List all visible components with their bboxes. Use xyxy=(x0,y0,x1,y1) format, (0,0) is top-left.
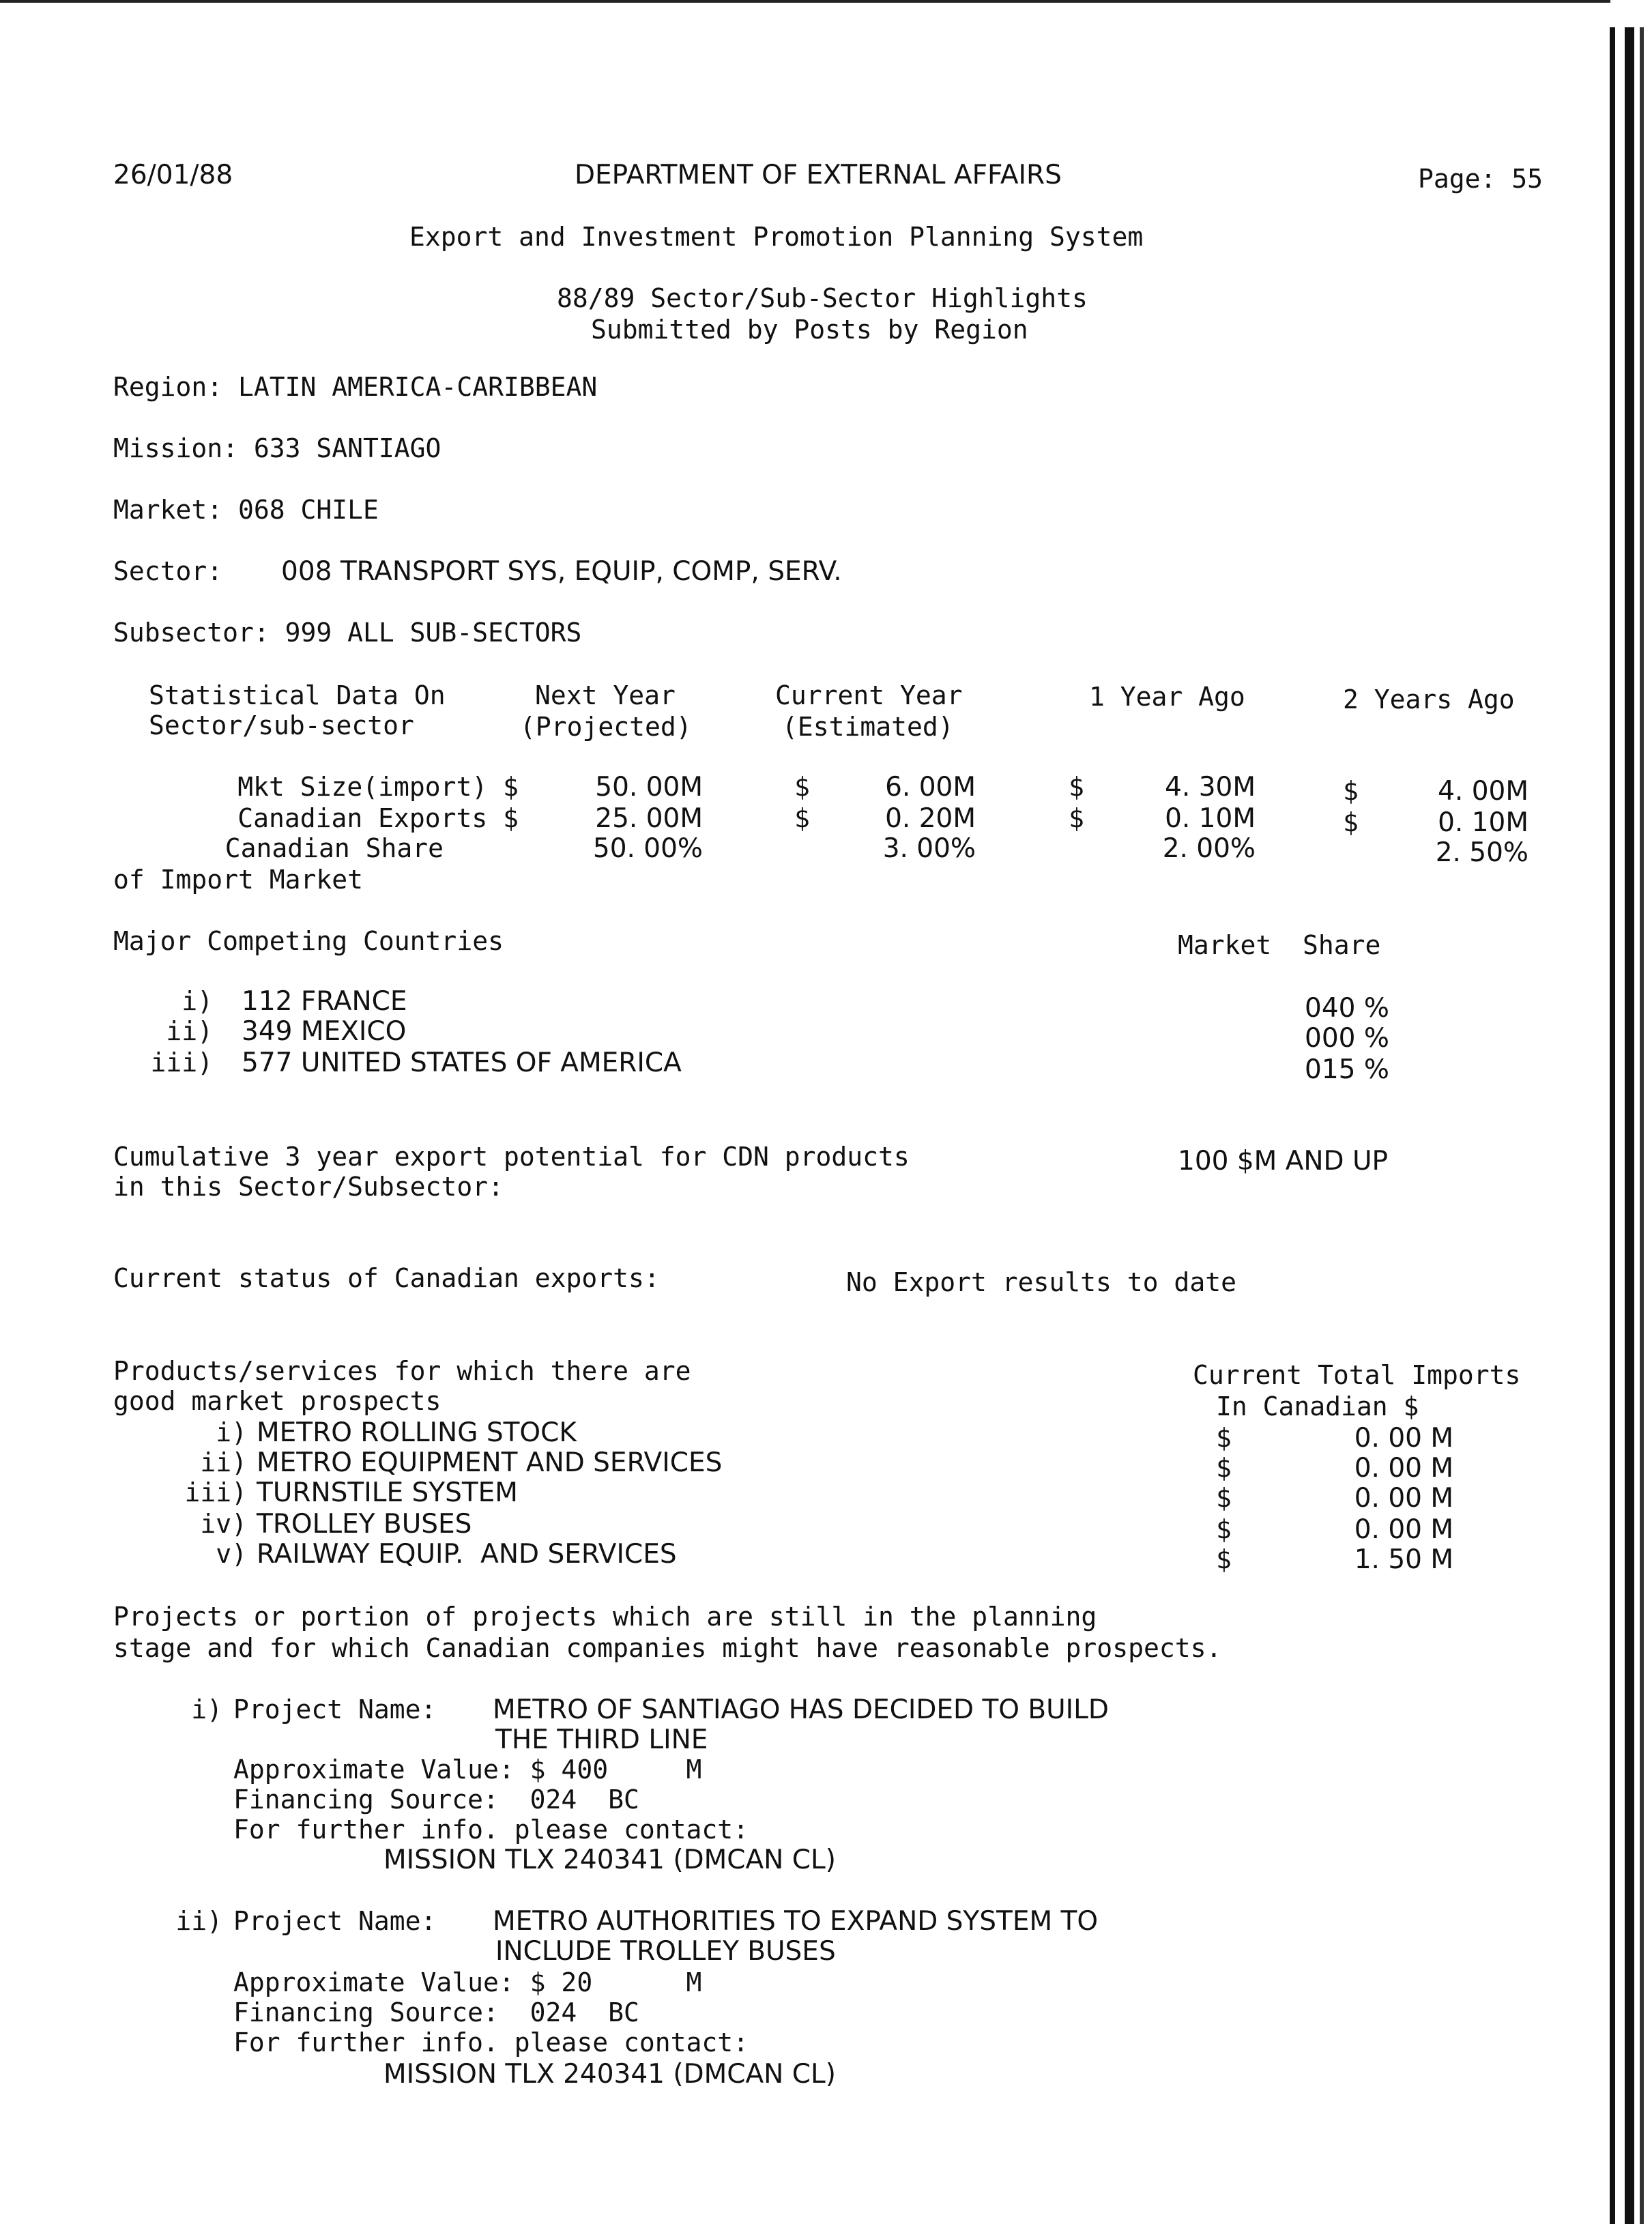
project-value: Approximate Value: $ 400 M xyxy=(233,1754,702,1785)
stats-2yr: 2. 50% xyxy=(1435,837,1528,868)
stats-current: 0. 20M xyxy=(885,803,976,834)
competitor-name: 112 FRANCE xyxy=(242,986,407,1017)
competitor-name: 577 UNITED STATES OF AMERICA xyxy=(242,1048,682,1078)
stats-dollar: $ xyxy=(1343,776,1359,806)
stats-1yr: 2. 00% xyxy=(1162,833,1256,864)
project-name-continued: INCLUDE TROLLEY BUSES xyxy=(495,1936,836,1967)
product-currency: $ xyxy=(1216,1423,1232,1453)
project-name-continued: THE THIRD LINE xyxy=(495,1724,708,1755)
stats-heading: Statistical Data On xyxy=(149,680,446,710)
report-date: 26/01/88 xyxy=(113,160,233,190)
col-2-years-ago: 2 Years Ago xyxy=(1343,684,1515,714)
market-line: Market: 068 CHILE xyxy=(113,495,379,525)
stats-next: 25. 00M xyxy=(595,803,703,834)
product-number: v) xyxy=(216,1539,247,1569)
product-number: ii) xyxy=(200,1447,247,1477)
mission-line: Mission: 633 SANTIAGO xyxy=(113,433,441,463)
col-current-year: Current Year xyxy=(775,680,963,710)
stats-dollar: $ xyxy=(794,772,810,802)
competitor-share: 015 % xyxy=(1305,1054,1389,1085)
project-value: Approximate Value: $ 20 M xyxy=(233,1967,702,1997)
stats-row-label: Canadian Share xyxy=(224,833,444,863)
system-title: Export and Investment Promotion Planning System xyxy=(409,222,1144,252)
imports-heading-2: In Canadian $ xyxy=(1216,1391,1419,1421)
product-name: METRO ROLLING STOCK xyxy=(257,1417,577,1448)
project-name-label: Project Name: xyxy=(233,1906,437,1936)
project-number: i) xyxy=(191,1694,222,1724)
stats-row-label: Mkt Size(import) $ xyxy=(237,772,519,802)
stats-next: 50. 00M xyxy=(595,772,703,803)
stats-dollar: $ xyxy=(1343,807,1359,837)
competitor-name: 349 MEXICO xyxy=(242,1016,407,1047)
project-name: METRO OF SANTIAGO HAS DECIDED TO BUILD xyxy=(493,1694,1109,1725)
stats-share-continuation: of Import Market xyxy=(113,865,364,895)
sector-label: Sector: xyxy=(113,556,223,586)
product-name: METRO EQUIPMENT AND SERVICES xyxy=(257,1447,723,1478)
product-import-value: 0. 00 M xyxy=(1354,1423,1453,1454)
product-number: iii) xyxy=(184,1477,247,1507)
project-contact: MISSION TLX 240341 (DMCAN CL) xyxy=(383,2059,836,2090)
project-contact-label: For further info. please contact: xyxy=(233,2027,749,2057)
stats-current: 6. 00M xyxy=(885,772,976,803)
stats-dollar: $ xyxy=(794,803,810,833)
page-number: Page: 55 xyxy=(1418,164,1544,194)
competitors-heading: Major Competing Countries xyxy=(113,926,504,956)
product-currency: $ xyxy=(1216,1544,1232,1574)
department-title: DEPARTMENT OF EXTERNAL AFFAIRS xyxy=(575,160,1062,190)
project-name: METRO AUTHORITIES TO EXPAND SYSTEM TO xyxy=(493,1906,1099,1937)
competitor-share: 000 % xyxy=(1305,1023,1389,1054)
project-name-label: Project Name: xyxy=(233,1694,437,1724)
product-name: TROLLEY BUSES xyxy=(257,1509,472,1540)
competitor-number: iii) xyxy=(150,1048,213,1078)
product-name: TURNSTILE SYSTEM xyxy=(257,1477,518,1508)
stats-2yr: 0. 10M xyxy=(1438,807,1528,838)
competitor-share: 040 % xyxy=(1305,993,1389,1024)
scan-top-border xyxy=(0,0,1610,3)
stats-dollar: $ xyxy=(1069,803,1084,833)
project-financing: Financing Source: 024 BC xyxy=(233,1997,639,2027)
product-import-value: 0. 00 M xyxy=(1354,1483,1453,1514)
subsector-line: Subsector: 999 ALL SUB-SECTORS xyxy=(113,618,582,648)
projects-intro-2: stage and for which Canadian companies might have reasonable prospects. xyxy=(113,1633,1222,1663)
product-import-value: 0. 00 M xyxy=(1354,1453,1453,1484)
status-label: Current status of Canadian exports: xyxy=(113,1263,660,1293)
imports-heading: Current Total Imports xyxy=(1193,1360,1521,1390)
market-share-heading: Market Share xyxy=(1178,930,1381,960)
potential-label-2: in this Sector/Subsector: xyxy=(113,1172,504,1202)
product-currency: $ xyxy=(1216,1483,1232,1513)
stats-1yr: 0. 10M xyxy=(1165,803,1256,834)
stats-row-label: Canadian Exports $ xyxy=(237,803,519,833)
product-import-value: 0. 00 M xyxy=(1354,1514,1453,1545)
stats-next: 50. 00% xyxy=(592,833,703,864)
product-number: i) xyxy=(216,1417,247,1447)
stats-dollar: $ xyxy=(1069,772,1084,802)
product-import-value: 1. 50 M xyxy=(1354,1544,1453,1575)
sector-value: 008 TRANSPORT SYS, EQUIP, COMP, SERV. xyxy=(281,556,842,587)
competitor-number: i) xyxy=(182,986,213,1016)
col-current-year-sub: (Estimated) xyxy=(782,712,954,742)
products-heading-2: good market prospects xyxy=(113,1386,441,1416)
product-currency: $ xyxy=(1216,1453,1232,1483)
stats-current: 3. 00% xyxy=(882,833,976,864)
potential-label: Cumulative 3 year export potential for CDN products xyxy=(113,1142,910,1172)
scan-binding-edge xyxy=(1604,27,1652,2224)
stats-2yr: 4. 00M xyxy=(1438,776,1528,807)
competitor-number: ii) xyxy=(166,1016,213,1046)
stats-heading-2: Sector/sub-sector xyxy=(149,710,414,740)
products-heading: Products/services for which there are xyxy=(113,1356,691,1386)
project-contact: MISSION TLX 240341 (DMCAN CL) xyxy=(383,1845,836,1875)
report-subtitle-2: Submitted by Posts by Region xyxy=(591,315,1028,345)
project-number: ii) xyxy=(175,1906,222,1936)
col-next-year: Next Year xyxy=(535,680,676,710)
report-subtitle: 88/89 Sector/Sub-Sector Highlights xyxy=(557,283,1088,313)
col-1-year-ago: 1 Year Ago xyxy=(1089,682,1245,712)
project-financing: Financing Source: 024 BC xyxy=(233,1785,639,1815)
product-currency: $ xyxy=(1216,1514,1232,1544)
potential-value: 100 $M AND UP xyxy=(1178,1146,1389,1176)
product-number: iv) xyxy=(200,1509,247,1539)
projects-intro: Projects or portion of projects which are still in the planning xyxy=(113,1602,1097,1632)
status-value: No Export results to date xyxy=(846,1267,1236,1297)
col-next-year-sub: (Projected) xyxy=(520,712,692,742)
region-line: Region: LATIN AMERICA-CARIBBEAN xyxy=(113,372,598,402)
product-name: RAILWAY EQUIP. AND SERVICES xyxy=(257,1539,677,1570)
project-contact-label: For further info. please contact: xyxy=(233,1815,749,1845)
stats-1yr: 4. 30M xyxy=(1165,772,1256,803)
